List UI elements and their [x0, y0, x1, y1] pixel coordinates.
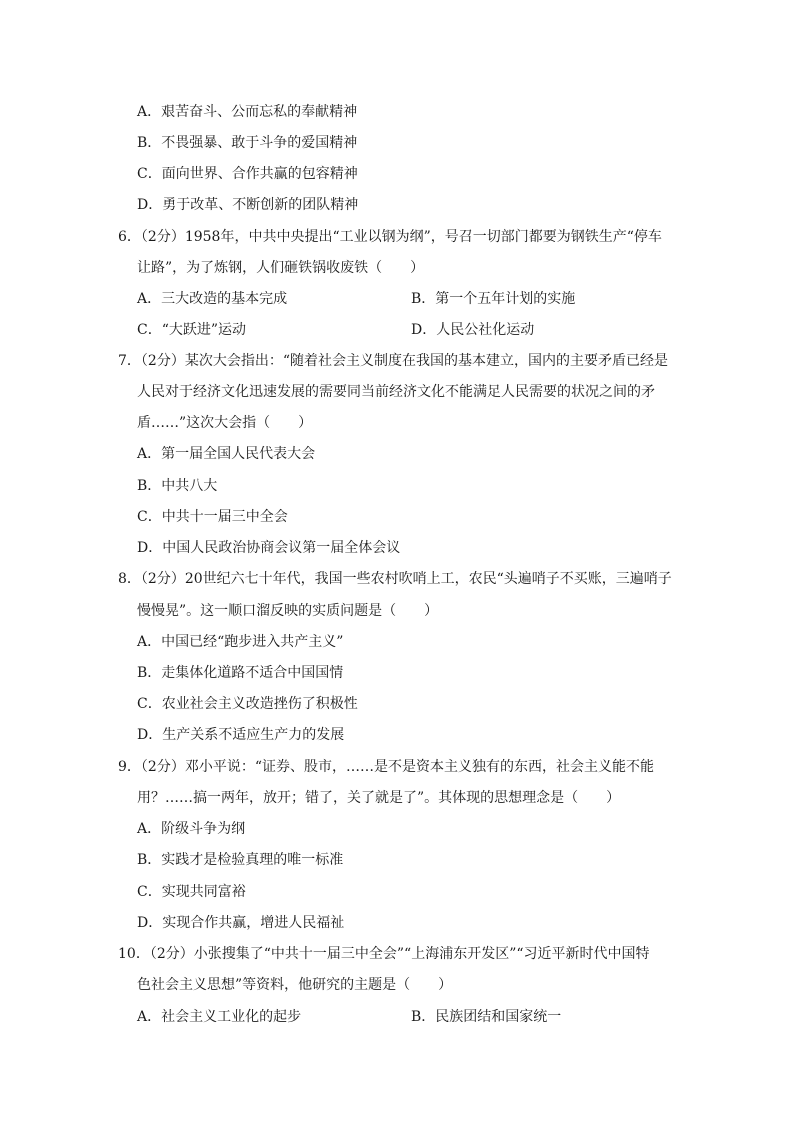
question-7-option-b: B．中共八大	[137, 478, 218, 494]
question-7-option-d: D．中国人民政治协商会议第一届全体会议	[137, 540, 401, 556]
question-7-stem: 7．（2分）某次大会指出：“随着社会主义制度在我国的基本建立，国内的主要矛盾已经是	[118, 353, 668, 369]
option-b: B．不畏强暴、敢于斗争的爱国精神	[137, 135, 358, 151]
question-7-stem-cont: 人民对于经济文化迅速发展的需要同当前经济文化不能满足人民需要的状况之间的矛	[137, 384, 655, 400]
question-8-option-d: D．生产关系不适应生产力的发展	[137, 727, 345, 743]
question-8-option-b: B．走集体化道路不适合中国国情	[137, 665, 344, 681]
question-6-stem-cont: 让路”，为了炼钢，人们砸铁锅收废铁（ ）	[137, 260, 425, 276]
question-6-option-d: D．人民公社化运动	[411, 322, 535, 338]
question-9-option-d: D．实现合作共赢，增进人民福祉	[137, 915, 345, 931]
question-6-option-a: A．三大改造的基本完成	[137, 291, 288, 307]
question-10-option-b: B．民族团结和国家统一	[411, 1009, 562, 1025]
question-10-stem-cont: 色社会主义思想”等资料，他研究的主题是（ ）	[137, 977, 453, 993]
question-9-option-a: A．阶级斗争为纲	[137, 821, 246, 837]
question-9-stem-cont: 用？……搞一两年，放开；错了，关了就是了”。其体现的思想理念是（ ）	[137, 790, 621, 806]
question-9-stem: 9．（2分）邓小平说：“证券、股市，……是不是资本主义独有的东西，社会主义能不能	[118, 759, 654, 775]
question-7-option-c: C．中共十一届三中全会	[137, 509, 288, 525]
question-10-stem: 10．（2分）小张搜集了“中共十一届三中全会”“上海浦东开发区”“习近平新时代中国特	[118, 946, 650, 962]
option-c: C．面向世界、合作共赢的包容精神	[137, 166, 358, 182]
question-8-option-c: C．农业社会主义改造挫伤了积极性	[137, 696, 358, 712]
question-9-option-c: C．实现共同富裕	[137, 884, 246, 900]
question-8-stem: 8．（2分）20世纪六七十年代，我国一些农村吹哨上工，农民“头遍哨子不买账，三遍哨子	[118, 571, 672, 587]
question-7-stem-cont: 盾……”这次大会指（ ）	[137, 415, 313, 431]
question-8-option-a: A．中国已经“跑步进入共产主义”	[137, 634, 344, 650]
option-a: A．艰苦奋斗、公而忘私的奉献精神	[137, 104, 358, 120]
question-6-option-b: B．第一个五年计划的实施	[411, 291, 576, 307]
question-9-option-b: B．实践才是检验真理的唯一标准	[137, 852, 344, 868]
question-6-option-c: C．“大跃进”运动	[137, 322, 247, 338]
question-8-stem-cont: 慢慢晃”。这一顺口溜反映的实质问题是（ ）	[137, 603, 439, 619]
question-7-option-a: A．第一届全国人民代表大会	[137, 446, 316, 462]
question-10-option-a: A．社会主义工业化的起步	[137, 1009, 302, 1025]
option-d: D．勇于改革、不断创新的团队精神	[137, 197, 359, 213]
question-6-stem: 6．（2分）1958年，中共中央提出“工业以钢为纲”，号召一切部门都要为钢铁生产“停车	[118, 229, 662, 245]
